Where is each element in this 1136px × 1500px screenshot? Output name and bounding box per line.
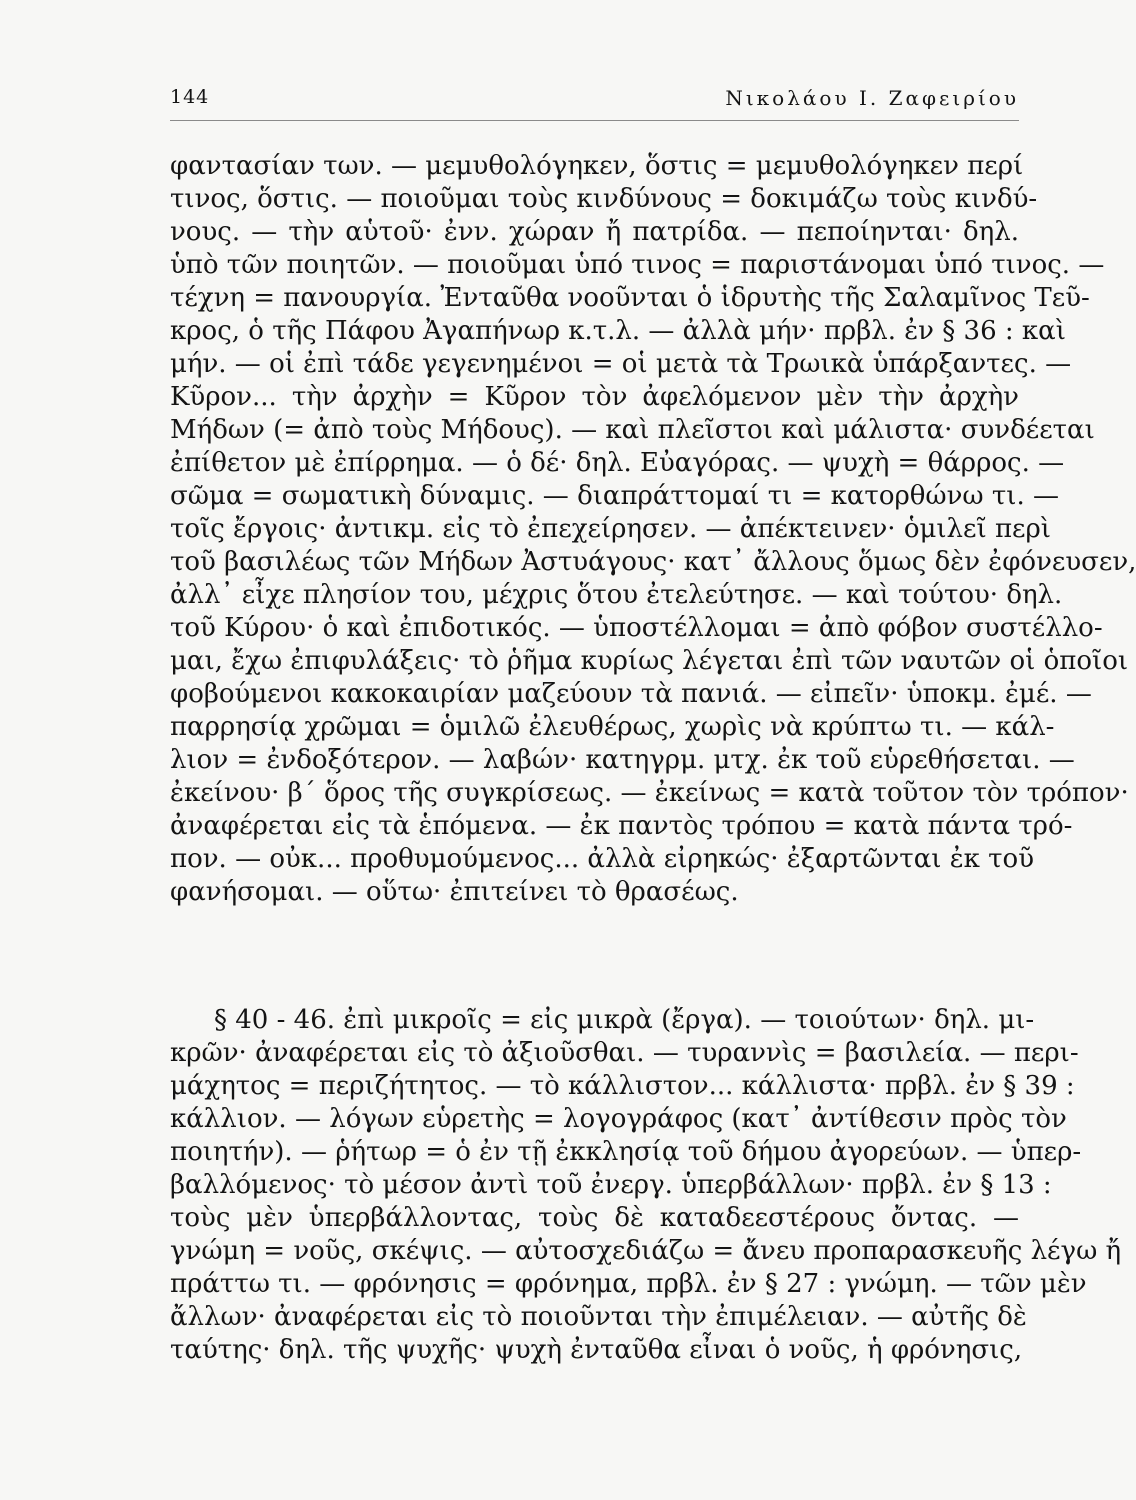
text-line: λιον = ἐνδοξότερον. — λαβών· κατηγρμ. μτχ. ἐκ τοῦ εὑρεθήσεται. —	[170, 745, 1075, 775]
text-line: φανήσομαι. — οὕτω· ἐπιτείνει τὸ θρασέως.	[170, 877, 739, 907]
text-line: πον. — οὐκ... προθυμούμενος... ἀλλὰ εἰρηκώς· ἐξαρτῶνται ἐκ τοῦ	[170, 844, 1035, 874]
text-line: ἀλλ᾿ εἶχε πλησίον του, μέχρις ὅτου ἐτελεύτησε. — καὶ τούτου· δηλ.	[170, 580, 1063, 610]
text-line: τοῖς ἔργοις· ἀντικμ. εἰς τὸ ἐπεχείρησεν. — ἀπέκτεινεν· ὁμιλεῖ περὶ	[170, 514, 1052, 544]
text-line: σῶμα = σωματικὴ δύναμις. — διαπράττομαί τι = κατορθώνω τι. —	[170, 481, 1059, 511]
commentary-paragraph-2	[170, 1004, 1122, 1367]
text-line: μάχητος = περιζήτητος. — τὸ κάλλιστον... κάλλιστα· πρβλ. ἐν § 39 :	[170, 1071, 1075, 1101]
text-line: βαλλόμενος· τὸ μέσον ἀντὶ τοῦ ἐνεργ. ὑπερβάλλων· πρβλ. ἐν § 13 :	[170, 1170, 1052, 1200]
text-line: ποιητήν). — ῥήτωρ = ὁ ἐν τῇ ἐκκλησίᾳ τοῦ δήμου ἀγορεύων. — ὑπερ-	[170, 1137, 1082, 1167]
page-header	[170, 86, 1019, 121]
text-line: νους. — τὴν αὑτοῦ· ἐνν. χώραν ἤ πατρίδα. — πεποίηνται· δηλ.	[170, 217, 1019, 247]
text-line: παρρησίᾳ χρῶμαι = ὁμιλῶ ἐλευθέρως, χωρὶς νὰ κρύπτω τι. — κάλ-	[170, 712, 1055, 742]
text-line: τοῦ βασιλέως τῶν Μήδων Ἀστυάγους· κατ᾿ ἄλλους ὅμως δὲν ἐφόνευσεν,	[170, 547, 1136, 577]
running-head: Νικολάου Ι. Ζαφειρίου	[725, 86, 1019, 110]
text-line: πράττω τι. — φρόνησις = φρόνημα, πρβλ. ἐν § 27 : γνώμη. — τῶν μὲν	[170, 1269, 1087, 1299]
text-line: τοῦ Κύρου· ὁ καὶ ἐπιδοτικός. — ὑποστέλλομαι = ἀπὸ φόβον συστέλλο-	[170, 613, 1103, 643]
text-line: μήν. — οἱ ἐπὶ τάδε γεγενημένοι = οἱ μετὰ τὰ Τρωικὰ ὑπάρξαντες. —	[170, 349, 1072, 379]
text-line: μαι, ἔχω ἐπιφυλάξεις· τὸ ῥῆμα κυρίως λέγεται ἐπὶ τῶν ναυτῶν οἱ ὁποῖοι	[170, 646, 1129, 676]
text-line: ἀναφέρεται εἰς τὰ ἑπόμενα. — ἐκ παντὸς τρόπου = κατὰ πάντα τρό-	[170, 811, 1073, 841]
text-line: § 40 - 46. ἐπὶ μικροῖς = εἰς μικρὰ (ἔργα). — τοιούτων· δηλ. μι-	[214, 1005, 1035, 1035]
text-line: τοὺς μὲν ὑπερβάλλοντας, τοὺς δὲ καταδεεστέρους ὄντας. —	[170, 1203, 1019, 1233]
text-line: ἐκείνου· β´ ὅρος τῆς συγκρίσεως. — ἐκείνως = κατὰ τοῦτον τὸν τρόπον·	[170, 778, 1129, 808]
text-line: ἄλλων· ἀναφέρεται εἰς τὸ ποιοῦνται τὴν ἐπιμέλειαν. — αὐτῆς δὲ	[170, 1302, 1027, 1332]
commentary-paragraph-1	[170, 150, 1136, 909]
text-line: κρῶν· ἀναφέρεται εἰς τὸ ἀξιοῦσθαι. — τυραννὶς = βασιλεία. — περι-	[170, 1038, 1079, 1068]
text-line: τέχνη = πανουργία. Ἐνταῦθα νοοῦνται ὁ ἱδρυτὴς τῆς Σαλαμῖνος Τεῦ-	[170, 283, 1090, 313]
text-line: φαντασίαν των. — μεμυθολόγηκεν, ὅστις = μεμυθολόγηκεν περί	[170, 151, 1024, 181]
page-number: 144	[170, 86, 210, 108]
text-line: φοβούμενοι κακοκαιρίαν μαζεύουν τὰ πανιά. — εἰπεῖν· ὑποκμ. ἐμέ. —	[170, 679, 1092, 709]
text-line: Μήδων (= ἀπὸ τοὺς Μήδους). — καὶ πλεῖστοι καὶ μάλιστα· συνδέεται	[170, 415, 1095, 445]
text-line: κρος, ὁ τῆς Πάφου Ἀγαπήνωρ κ.τ.λ. — ἀλλὰ μήν· πρβλ. ἐν § 36 : καὶ	[170, 316, 1066, 346]
text-line: ἐπίθετον μὲ ἐπίρρημα. — ὁ δέ· δηλ. Εὐαγόρας. — ψυχὴ = θάρρος. —	[170, 448, 1065, 478]
text-line: ὑπὸ τῶν ποιητῶν. — ποιοῦμαι ὑπό τινος = παριστάνομαι ὑπό τινος. —	[170, 250, 1105, 280]
text-line: κάλλιον. — λόγων εὑρετὴς = λογογράφος (κατ᾿ ἀντίθεσιν πρὸς τὸν	[170, 1104, 1067, 1134]
text-line: ταύτης· δηλ. τῆς ψυχῆς· ψυχὴ ἐνταῦθα εἶναι ὁ νοῦς, ἡ φρόνησις,	[170, 1335, 1023, 1365]
text-line: Κῦρον... τὴν ἀρχὴν = Κῦρον τὸν ἀφελόμενον μὲν τὴν ἀρχὴν	[170, 382, 1019, 412]
text-line: γνώμη = νοῦς, σκέψις. — αὐτοσχεδιάζω = ἄνευ προπαρασκευῆς λέγω ἤ	[170, 1236, 1122, 1266]
text-line: τινος, ὅστις. — ποιοῦμαι τοὺς κινδύνους = δοκιμάζω τοὺς κινδύ-	[170, 184, 1038, 214]
